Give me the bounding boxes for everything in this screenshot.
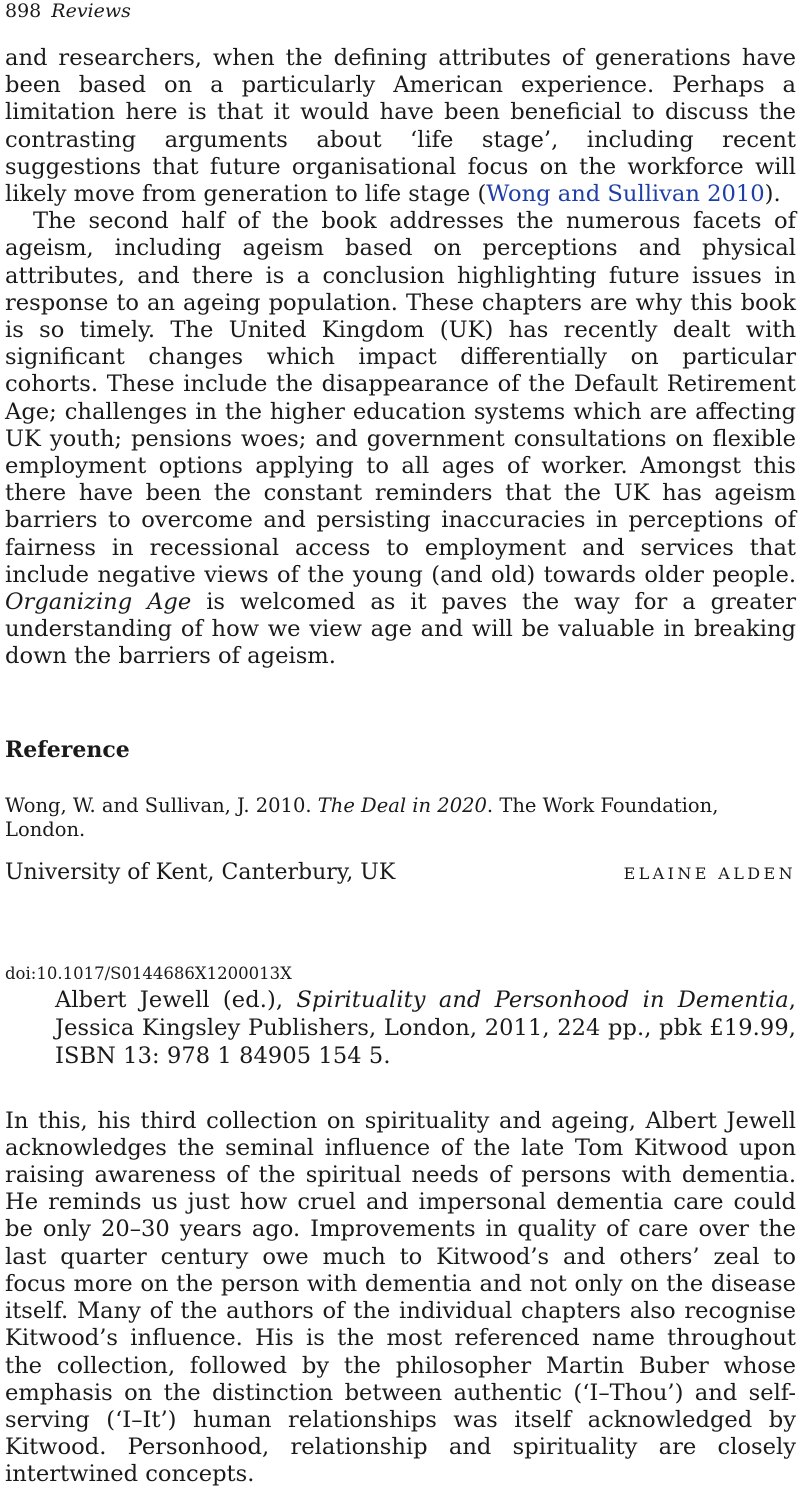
reference-heading: Reference xyxy=(5,736,130,763)
review1-paragraph-1 xyxy=(5,45,796,208)
reviewed-book-header xyxy=(55,986,796,1070)
review1-paragraph-2 xyxy=(5,208,796,670)
doi-line[interactable]: doi:10.1017/S0144686X1200013X xyxy=(5,963,292,983)
book-editor: Albert Jewell (ed.), xyxy=(55,986,297,1013)
review1-para2-end: is welcomed as it paves the way for a greater understanding of how we view age and will be valuable in breaking down the barriers of ageism. xyxy=(5,589,796,670)
book-details: , Jessica Kingsley Publishers, London, 2011, 224 pp., pbk £19.99, ISBN 13: 978 1 84905 154 5. xyxy=(55,986,796,1069)
reviewer-signature xyxy=(5,860,796,887)
running-head xyxy=(5,0,796,24)
review2-paragraph-1: In this, his third collection on spirituality and ageing, Albert Jewell acknowledges the seminal influence of the late Tom Kitwood upon raising awareness of the spiritual needs of persons with dementia. He reminds us just how cruel and impersonal dementia care could be only 20–30 years ago. Improvements in quality of care over the last quarter century owe much to Kitwood’s and others’ zeal to focus more on the person with dementia and not only on the disease itself. Many of the authors of the individual chapters also recognise Kitwood’s influence. His is the most referenced name throughout the collection, followed by the philosopher Martin Buber whose emphasis on the distinction between authentic (‘I–Thou’) and self-serving (‘I–It’) human relationships was itself acknowledged by Kitwood. Personhood, relationship and spirituality are closely intertwined concepts. xyxy=(5,1107,796,1488)
reference-publisher: . The Work Foundation, London. xyxy=(5,793,719,841)
reference-authors: Wong, W. and Sullivan, J. 2010. xyxy=(5,793,318,817)
reviewer-affiliation: University of Kent, Canterbury, UK xyxy=(5,859,396,885)
review1-para1-text: and researchers, when the defining attributes of generations have been based on a particularly American experience. Perhaps a limitation here is that it would have been beneficial to discuss the contrasting arguments about ‘life stage’, including recent suggestions that future organisational focus on the workforce will likely move from generation to life stage ( xyxy=(5,45,796,208)
review1-para1-end: ). xyxy=(764,181,781,208)
page-number: 898 xyxy=(5,0,42,22)
section-title: Reviews xyxy=(51,0,131,22)
book-title-organizing-age: Organizing Age xyxy=(5,589,192,616)
reviewer-name: ELAINE ALDEN xyxy=(623,863,796,883)
review1-para2-text: The second half of the book addresses the numerous facets of ageism, including ageism based on perceptions and physical attributes, and there is a conclusion highlighting future issues in response to an ageing population. These chapters are why this book is so timely. The United Kingdom (UK) has recently dealt with significant changes which impact differentially on particular cohorts. These include the disappearance of the Default Retirement Age; challenges in the higher education systems which are affecting UK youth; pensions woes; and government consultations on flexible employment options applying to all ages of worker. Amongst this there have been the constant reminders that the UK has ageism barriers to overcome and persisting inaccuracies in perceptions of fairness in recessional access to employment and services that include negative views of the young (and old) towards older people. xyxy=(5,208,796,588)
reference-entry xyxy=(5,794,796,842)
citation-link-wong-sullivan[interactable]: Wong and Sullivan 2010 xyxy=(486,181,765,208)
reference-title: The Deal in 2020 xyxy=(317,793,487,817)
book-title: Spirituality and Personhood in Dementia xyxy=(296,986,789,1013)
